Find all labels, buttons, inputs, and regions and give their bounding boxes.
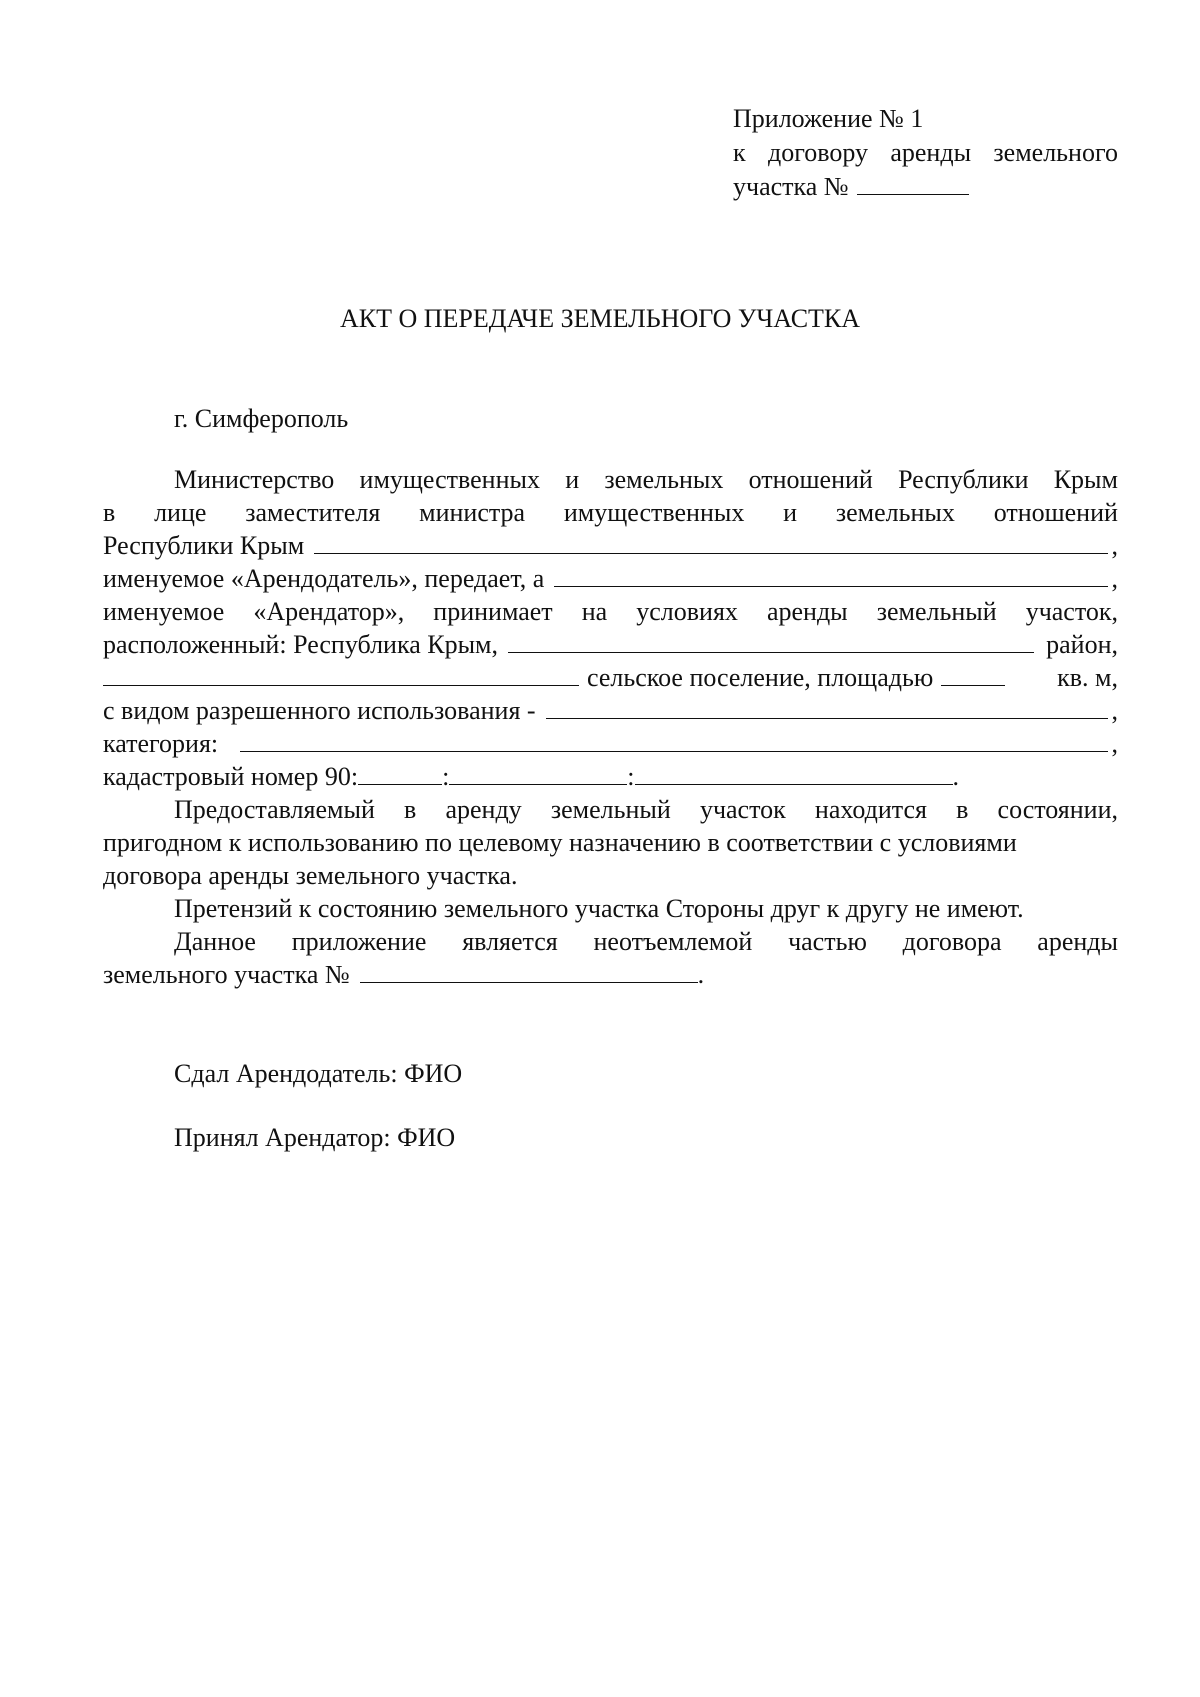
word: земельных <box>604 465 724 494</box>
appendix-contract-line <box>733 136 1118 170</box>
para3-line1: Претензий к состоянию земельного участка Стороны друг к другу не имеют. <box>174 894 1024 923</box>
cadastral-part3-blank <box>635 762 953 785</box>
word: аренды <box>890 138 972 167</box>
para2-line2: пригодном к использованию по целевому назначению в соответствии с условиями <box>103 828 1017 857</box>
comma: , <box>1111 564 1118 593</box>
word: на <box>581 597 608 626</box>
word: находится <box>814 795 927 824</box>
para1-line9 <box>103 727 1118 760</box>
period: . <box>697 960 705 989</box>
district-label: район, <box>1046 630 1118 659</box>
word: приложение <box>291 927 427 956</box>
para2-line1 <box>103 793 1118 826</box>
word: имущественных <box>359 465 540 494</box>
paragraph-parties <box>103 463 1118 793</box>
district-blank <box>508 630 1034 653</box>
settlement-area-label: сельское поселение, площадью <box>587 663 934 692</box>
deputy-minister-label: Республики Крым <box>103 531 305 560</box>
word: отношений <box>748 465 873 494</box>
word: Министерство <box>174 465 335 494</box>
location-label: расположенный: Республика Крым, <box>103 630 499 659</box>
word: имущественных <box>563 498 745 527</box>
plot-number-blank <box>360 960 698 983</box>
word: Республики <box>898 465 1029 494</box>
para4-line1 <box>103 925 1118 958</box>
word: в <box>103 498 116 527</box>
landlord-label: именуемое «Арендодатель», передает, а <box>103 564 545 593</box>
plot-number-label: земельного участка № <box>103 960 350 989</box>
word: договора <box>902 927 1002 956</box>
permitted-use-label: с видом разрешенного использования - <box>103 696 536 725</box>
word: является <box>462 927 558 956</box>
para2-line3: договора аренды земельного участка. <box>103 861 518 890</box>
word: условиях <box>636 597 738 626</box>
cadastral-label: кадастровый номер 90: <box>103 762 359 791</box>
word: частью <box>788 927 867 956</box>
para1-line6 <box>103 628 1118 661</box>
cadastral-part2-blank <box>449 762 627 785</box>
word: Крым <box>1053 465 1118 494</box>
tenant-signature-line: Принял Арендатор: ФИО <box>174 1123 456 1152</box>
para1-line7 <box>103 661 1118 694</box>
word: аренду <box>445 795 522 824</box>
paragraph-claims <box>103 892 1118 925</box>
period: . <box>952 762 960 791</box>
comma: , <box>1111 531 1118 560</box>
word: заместителя <box>245 498 381 527</box>
appendix-number: Приложение № 1 <box>733 104 924 133</box>
word: лице <box>154 498 207 527</box>
paragraph-integral-part <box>103 925 1118 991</box>
para4-line2 <box>103 958 1118 991</box>
para1-line8 <box>103 694 1118 727</box>
area-blank <box>941 663 1005 686</box>
word: и <box>565 465 580 494</box>
appendix-header <box>733 102 1118 204</box>
settlement-blank <box>103 663 579 686</box>
word: участок <box>699 795 786 824</box>
word: земельных <box>835 498 955 527</box>
colon: : <box>627 762 635 791</box>
word: Предоставляемый <box>174 795 375 824</box>
word: к <box>733 138 746 167</box>
para1-line1 <box>103 463 1118 496</box>
word: земельный <box>876 597 997 626</box>
word: состоянии, <box>997 795 1118 824</box>
word: аренды <box>766 597 848 626</box>
word: именуемое <box>103 597 225 626</box>
word: участок, <box>1025 597 1118 626</box>
category-label: категория: <box>103 729 219 758</box>
colon: : <box>442 762 450 791</box>
word: в <box>404 795 417 824</box>
word: «Арендатор», <box>253 597 405 626</box>
word: договору <box>767 138 868 167</box>
area-unit-label: кв. м, <box>1057 663 1118 692</box>
para1-line3 <box>103 529 1118 562</box>
para1-line4 <box>103 562 1118 595</box>
category-blank <box>240 729 1107 752</box>
word: принимает <box>433 597 553 626</box>
word: отношений <box>993 498 1118 527</box>
word: министра <box>419 498 526 527</box>
word: в <box>956 795 969 824</box>
permitted-use-blank <box>546 696 1108 719</box>
document-title: АКТ О ПЕРЕДАЧЕ ЗЕМЕЛЬНОГО УЧАСТКА <box>339 304 861 333</box>
cadastral-part1-blank <box>358 762 442 785</box>
comma: , <box>1111 696 1118 725</box>
para1-line2 <box>103 496 1118 529</box>
word: земельного <box>993 138 1118 167</box>
appendix-plot-line <box>733 170 1118 204</box>
contract-number-blank <box>857 172 969 195</box>
para1-line5 <box>103 595 1118 628</box>
word: неотъемлемой <box>593 927 753 956</box>
word: аренды <box>1037 927 1118 956</box>
paragraph-condition <box>103 793 1118 892</box>
appendix-plot-label: участка № <box>733 172 849 201</box>
tenant-name-blank <box>554 564 1107 587</box>
deputy-minister-name-blank <box>314 531 1107 554</box>
word: земельный <box>550 795 671 824</box>
word: и <box>783 498 798 527</box>
landlord-signature-line: Сдал Арендодатель: ФИО <box>174 1059 463 1088</box>
city-line: г. Симферополь <box>174 404 349 433</box>
para1-line10 <box>103 760 1118 793</box>
word: Данное <box>174 927 256 956</box>
comma: , <box>1111 729 1118 758</box>
